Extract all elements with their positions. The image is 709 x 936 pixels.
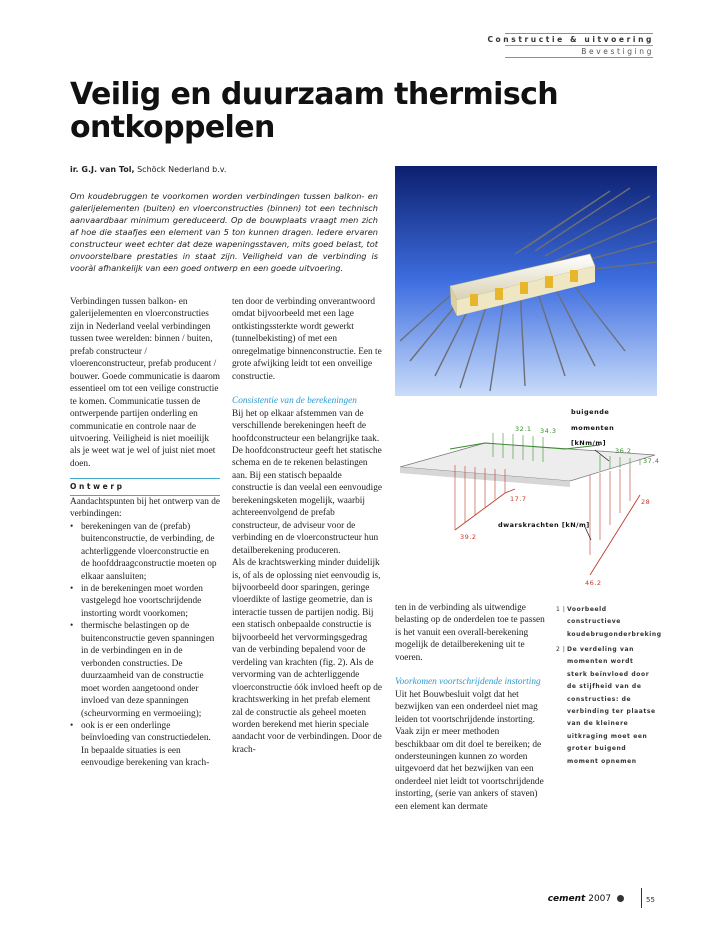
caption-text: De verdeling van momenten wordt sterk beïnvloed door de stijfheid van de constructies: de verbinding ter plaatse van de kleinere uitkraging moet een groter buigend moment opnemen: [567, 646, 656, 765]
col3-subheading: Voorkomen voortschrijdende instorting: [395, 677, 541, 688]
value-label: 39.2: [460, 533, 477, 541]
journal-name: cement: [547, 894, 586, 904]
col1-paragraph-2: Aandachtspunten bij het ontwerp van de verbindingen:: [70, 496, 220, 520]
caption-figure-1: [556, 604, 662, 641]
list-item: • ook is er een onderlinge beïnvloeding van constructiedelen. In bepaalde situaties is een eenvoudige berekening van krach-: [70, 720, 220, 770]
column-3: [395, 602, 545, 813]
design-points-list: [70, 521, 220, 770]
author-line: [70, 165, 226, 174]
moment-label-2: momenten: [571, 424, 615, 432]
section-heading-text: Ontwerp: [70, 482, 125, 492]
shear-label: dwarskrachten [kN/m]: [498, 521, 590, 529]
col2-paragraph-3: Als de krachtswerking minder duidelijk is, of als de oplossing niet eenvoudig is, bijvoorbeeld door sparingen, geringe vloerdikte of lastige geometrie, dan is interactie tussen de partijen nodig. Bij een statisch onbepaalde constructie is bijvoorbeeld het vervormingsgedrag van de verbinding bepalend voor de verdeling van krachten (fig. 2). Als de vervorming van de achterliggende vloerconstructie óók invloed heeft op de krachtswerking in het prefab element zal de constructie als geheel moeten worden berekend met hierin speciale aandacht voor de verbindingen. Door de krach-: [232, 558, 382, 755]
subsection-label: Bevestiging: [581, 47, 654, 56]
thermal-break-element-illustration: [395, 166, 657, 396]
figure-2-moment-diagram: [395, 405, 660, 590]
header-rule-mid: [505, 45, 653, 46]
author-org: Schöck Nederland b.v.: [137, 165, 227, 174]
moment-label-3: [kNm/m]: [571, 439, 607, 447]
page-number: 55: [646, 896, 655, 904]
col1-paragraph-1: Verbindingen tussen balkon- en galerijelementen en vloerconstructies zijn in Nederland veelal verbindingen tussen twee werelden: binnen / buiten, prefab constructeur / vloerenconstructeur, prefab producent / bouwer. Goede communicatie is daarom essentieel om tot een veilige constructie te komen. Communicatie tussen de ontwerpende partijen onderling en communicatie en controle naar de uitvoering. Veiligheid is niet moeilijk als je weet wat je wel of juist niet moet doen.: [70, 297, 220, 469]
author-name: ir. G.J. van Tol,: [70, 165, 135, 174]
journal-year: 2007: [588, 894, 612, 904]
value-label: 46.2: [585, 579, 602, 587]
col3-paragraph-2: Uit het Bouwbesluit volgt dat het bezwijken van een onderdeel niet mag leiden tot voortschrijdende instorting. Vaak zijn er meer methoden beschikbaar om dit doel te bereiken; de ondersteuningen kunnen zo worden uitgevoerd dat het bezwijken van een onderdeel niet leidt tot voortschrijdende instorting, (serie van ankers of staven) een element kan dermate: [395, 689, 544, 812]
col3-paragraph-1: ten in de verbinding als uitwendige belasting op de onderdelen toe te passen is het vanuit een overall-berekening mogelijk de detailberekening uit te voeren.: [395, 603, 545, 663]
section-heading-ontwerp: [70, 478, 220, 495]
value-label: 28: [641, 498, 651, 506]
list-item: • berekeningen van de (prefab) buitenconstructie, de verbinding, de achterliggende vloerconstructie en de hoofddraagconstructie moeten op elkaar aansluiten;: [70, 521, 220, 583]
caption-figure-2: [556, 644, 656, 768]
value-label: 37.4: [643, 457, 660, 465]
value-label: 32.1: [515, 425, 532, 433]
col2-paragraph-1: ten door de verbinding onverantwoord omdat bijvoorbeeld met een lage ontkistingssterkte wordt gewerkt (tunnelbekisting) of met een onregelmatige binnenconstructie. Een te grote afwijking leidt tot een onveilige constructie.: [232, 297, 382, 382]
value-label: 17.7: [510, 495, 527, 503]
moment-label-1: buigende: [571, 408, 610, 416]
article-title: Veilig en duurzaam thermisch ontkoppelen: [70, 77, 559, 145]
footer-divider: [641, 888, 642, 908]
col2-paragraph-2: Bij het op elkaar afstemmen van de verschillende berekeningen heeft de hoofdconstructeur een belangrijke taak. De hoofdconstructeur geeft het statische schema en de te rekenen belastingen aan. Bij een statisch bepaalde constructie is dan veelal een eenvoudige berekeningsketen mogelijk, waarbij achtereenvolgend de prefab constructeur, de adviseur voor de verbinding en de vloerconstructeur hun detailberekening produceren.: [232, 408, 382, 556]
value-label: 34.3: [540, 427, 557, 435]
list-item: • in de berekeningen moet worden vastgelegd hoe voortschrijdende instorting wordt voorkomen;: [70, 583, 220, 620]
section-label: Constructie & uitvoering: [487, 35, 654, 44]
figure-1-photo: [395, 166, 657, 396]
header-rule-top: [505, 33, 653, 34]
value-label: 36.2: [615, 447, 632, 455]
header-rule-bottom: [505, 57, 653, 58]
caption-text: Voorbeeld constructieve koudebrugonderbreking: [567, 606, 662, 638]
column-2: [232, 296, 382, 756]
col2-subheading: Consistentie van de berekeningen: [232, 396, 357, 407]
column-1: [70, 296, 220, 770]
journal-logo-icon: [617, 895, 624, 902]
list-item: • thermische belastingen op de buitenconstructie geven spanningen in de verbindingen en in de verbonden constructies. De duurzaamheid van de constructie moet worden aangetoond onder invloed van deze spanningen (scheurvorming en vermoeiing);: [70, 620, 220, 720]
page-footer: [548, 894, 627, 904]
intro-paragraph: Om koudebruggen te voorkomen worden verbindingen tussen balkon- en galerijelementen (buiten) en vloerconstructies (binnen) tot een technisch aanvaardbaar minimum gereduceerd. Op de bouwplaats vraagt men zich af hoe die staafjes een element van 5 ton kunnen dragen. Iedere ervaren constructeur weet echter dat deze wapeningsstaven, mits goed belast, tot onvoorstelbare prestaties in staat zijn. Veiligheid van de verbinding is vooràl afhankelijk van een goed ontwerp en een goede uitvoering.: [70, 191, 378, 273]
caption-number: 1 |: [556, 606, 566, 613]
caption-number: 2 |: [556, 646, 566, 653]
